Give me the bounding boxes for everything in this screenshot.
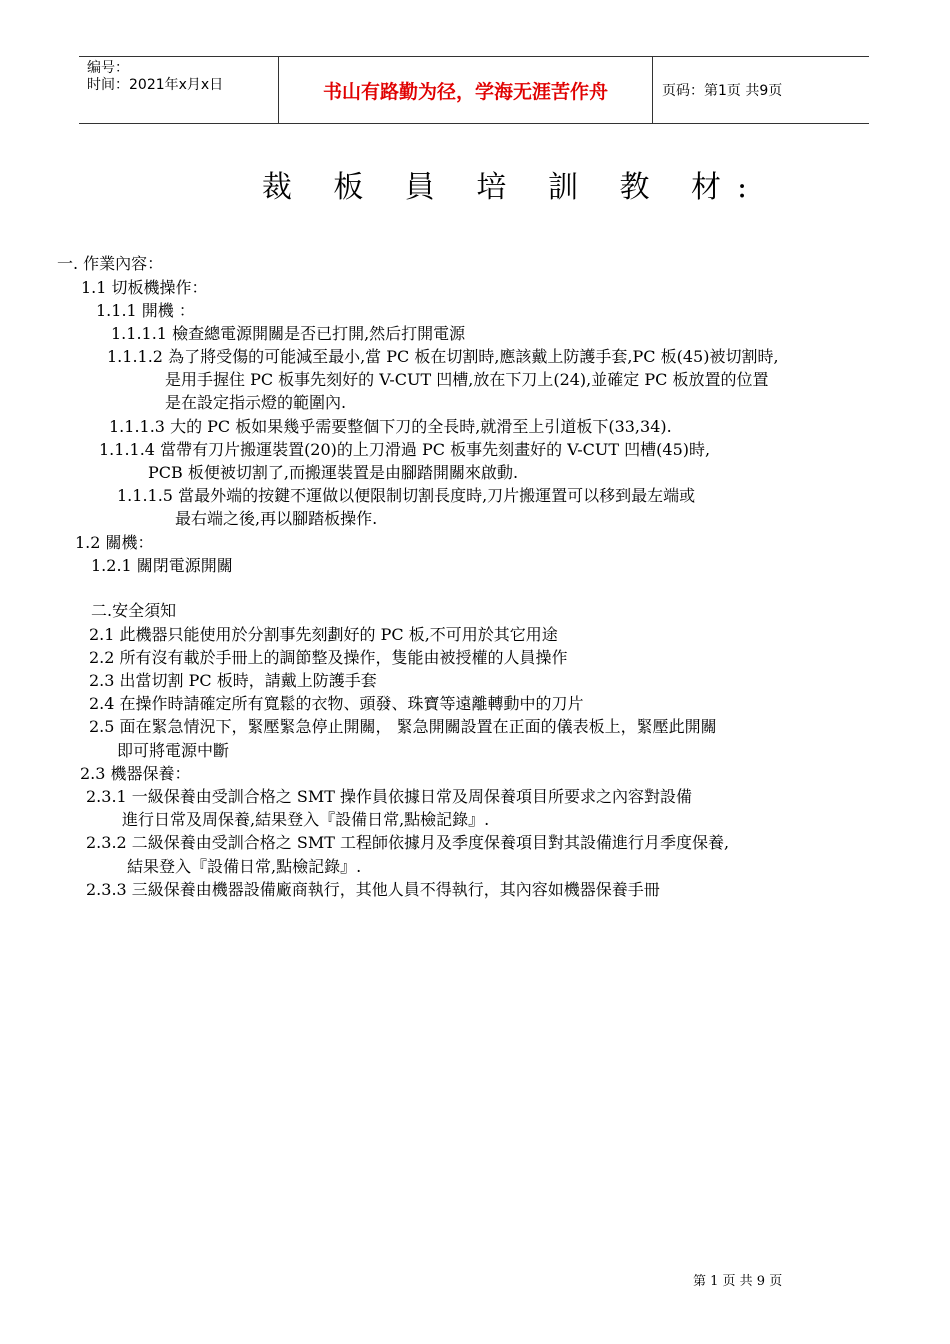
document-header — [79, 56, 869, 124]
body-line: 2.1 此機器只能使用於分割事先刻劃好的 PC 板,不可用於其它用途 — [89, 625, 558, 644]
document-date-label: 时间：2021年x月x日 — [87, 77, 224, 93]
body-line: 即可將電源中斷 — [117, 741, 230, 760]
document-number-label: 编号： — [87, 60, 129, 76]
body-line: 1.1.1.5 當最外端的按鍵不運做以便限制切割長度時,刀片搬運置可以移到最左端或 — [117, 486, 696, 505]
body-line: 1.1.1.2 為了將受傷的可能減至最小,當 PC 板在切割時,應該戴上防護手套,PC 板(45)被切割時, — [107, 347, 779, 366]
body-line: 2.3 出當切割 PC 板時，請戴上防護手套 — [89, 671, 377, 690]
body-line: 1.2.1 關閉電源開關 — [91, 556, 233, 575]
body-line: 2.2 所有沒有載於手冊上的調節整及操作，隻能由被授權的人員操作 — [89, 648, 568, 667]
header-motto: 书山有路勤为径，学海无涯苦作舟 — [279, 57, 653, 123]
section-heading: 一. 作業內容： — [57, 254, 164, 273]
body-line: 最右端之後,再以腳踏板操作. — [175, 509, 378, 528]
body-line: 2.3.1 一級保養由受訓合格之 SMT 操作員依據日常及周保養項目所要求之內容對設備 — [86, 787, 692, 806]
subsection-heading: 1.1 切板機操作： — [81, 278, 208, 297]
subsection-heading: 1.1.1 開機 ： — [96, 301, 195, 320]
body-line: 是在設定指示燈的範圍內. — [165, 393, 347, 412]
section-heading: 二.安全須知 — [91, 601, 177, 620]
body-line: 2.3.3 三級保養由機器設備廠商執行，其他人員不得執行，其內容如機器保養手冊 — [86, 880, 660, 899]
body-line: 進行日常及周保養,結果登入『設備日常,點檢記錄』. — [122, 810, 490, 829]
body-line: 2.5 面在緊急情況下，緊壓緊急停止開關， 緊急開關設置在正面的儀表板上，緊壓此開關 — [89, 717, 717, 736]
body-line: 2.3.2 二級保養由受訓合格之 SMT 工程師依據月及季度保養項目對其設備進行月季度保養, — [86, 833, 730, 852]
body-line: 2.4 在操作時請確定所有寬鬆的衣物、頭發、珠寶等遠離轉動中的刀片 — [89, 694, 584, 713]
body-line: PCB 板便被切割了,而搬運裝置是由腳踏開關來啟動. — [148, 463, 519, 482]
body-line: 結果登入『設備日常,點檢記錄』. — [127, 857, 362, 876]
subsection-heading: 1.2 關機： — [75, 533, 154, 552]
document-title: 裁 板 員 培 訓 教 材: — [261, 170, 764, 205]
header-page-info: 页码：第1页 共9页 — [662, 83, 783, 99]
body-line: 1.1.1.4 當帶有刀片搬運裝置(20)的上刀滑過 PC 板事先刻畫好的 V-CUT 凹槽(45)時, — [99, 440, 711, 459]
page-footer: 第 1 页 共 9 页 — [693, 1274, 783, 1289]
subsection-heading: 2.3 機器保養： — [80, 764, 191, 783]
body-line: 1.1.1.1 檢查總電源開關是否已打開,然后打開電源 — [111, 324, 466, 343]
body-line: 1.1.1.3 大的 PC 板如果幾乎需要整個下刀的全長時,就滑至上引道板下(33,34). — [109, 417, 672, 436]
body-line: 是用手握住 PC 板事先刻好的 V-CUT 凹槽,放在下刀上(24),並確定 PC 板放置的位置 — [165, 370, 769, 389]
header-meta — [79, 57, 279, 123]
